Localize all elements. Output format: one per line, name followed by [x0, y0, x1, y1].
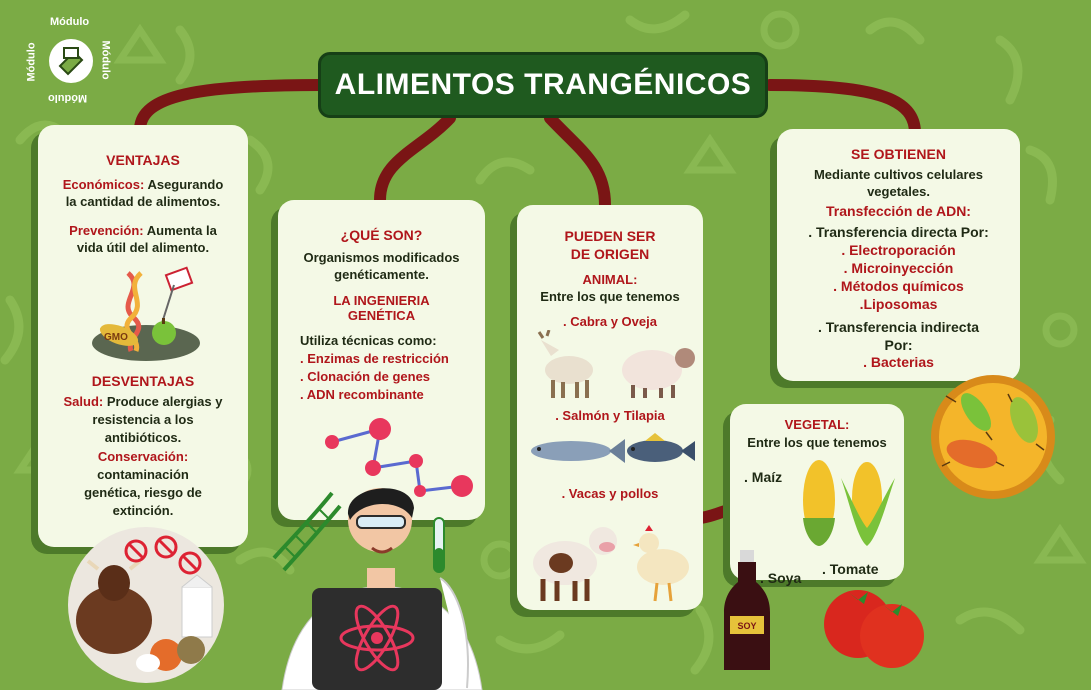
corn-icon: [803, 460, 895, 546]
egg-icon: [136, 654, 160, 672]
origen-heading: PUEDEN SER DE ORIGEN: [564, 228, 656, 262]
main-title: ALIMENTOS TRANGÉNICOS: [334, 68, 752, 101]
logo-text-bottom: Módulo: [48, 92, 88, 104]
logo-text-right: Módulo: [99, 40, 112, 80]
transfeccion-heading: Transfección de ADN:: [826, 203, 971, 219]
laptop-icon: [312, 588, 442, 690]
transferencia-directa: . Transferencia directa Por:: [808, 224, 989, 240]
desventajas-heading: DESVENTAJAS: [91, 373, 195, 389]
desventajas-salud: Salud: Produce alergias y resistencia a los antibióticos.: [63, 394, 223, 445]
vegetal-item-tomate: . Tomate: [822, 561, 879, 577]
animal-intro: Entre los que tenemos: [540, 289, 680, 304]
animal-group-cabra-oveja: . Cabra y Oveja: [563, 314, 657, 329]
dna-strand-icon: [274, 493, 340, 570]
que-son-card: [278, 200, 485, 520]
corn-illustration: [795, 458, 901, 548]
soy-label: SOY: [737, 621, 757, 631]
animal-group-salmon-tilapia: . Salmón y Tilapia: [555, 408, 665, 423]
ventajas-item-economicos: Económicos: Asegurando la cantidad de alimentos.: [62, 177, 224, 209]
vegetal-item-maiz: . Maíz: [744, 469, 783, 485]
obtienen-intro: Mediante cultivos celulares vegetales.: [813, 167, 984, 199]
directa-item: . Métodos químicos: [833, 278, 964, 294]
salmon-icon: [531, 439, 625, 463]
scientist-illustration: [262, 478, 502, 690]
milk-carton-icon: [182, 587, 212, 637]
chicken-icon: [633, 525, 689, 601]
tomato-illustration: [822, 582, 930, 672]
tomato-icon: [824, 590, 924, 668]
directa-item: . Electroporación: [841, 242, 956, 258]
main-title-box: [318, 52, 768, 118]
obtienen-card: [777, 129, 1020, 381]
gmo-label: GMO: [104, 332, 128, 343]
logo-text-top: Módulo: [50, 16, 90, 28]
vegetal-intro: Entre los que tenemos: [747, 435, 887, 450]
tilapia-icon: [627, 433, 695, 462]
technique-item: . Clonación de genes: [300, 369, 431, 384]
techniques-list: [300, 332, 449, 404]
logo-text-left: Módulo: [25, 42, 38, 82]
cow-chicken-illustration: [523, 513, 699, 603]
transferencia-indirecta: . Transferencia indirecta Por:: [817, 319, 980, 353]
vegetal-item-soya: . Soya: [760, 570, 802, 586]
techniques-intro: Utiliza técnicas como:: [300, 333, 437, 348]
soy-sauce-bottle: [722, 550, 772, 672]
goat-icon: [539, 330, 593, 398]
directa-item: .Liposomas: [859, 296, 938, 312]
directa-item: . Microinyección: [843, 260, 954, 276]
que-son-heading: ¿QUÉ SON?: [340, 227, 423, 243]
sheep-icon: [622, 348, 695, 398]
animal-group-vacas-pollos: . Vacas y pollos: [561, 486, 659, 501]
vegetal-heading: VEGETAL:: [784, 417, 850, 432]
cow-icon: [533, 527, 617, 601]
que-son-definition: Organismos modificados genéticamente.: [303, 250, 460, 282]
ventajas-card: [38, 125, 248, 547]
ingenieria-heading: LA INGENIERIA GENÉTICA: [333, 293, 430, 323]
indirecta-item: . Bacterias: [863, 354, 934, 370]
animal-heading: ANIMAL:: [582, 272, 638, 287]
fish-illustration: [525, 431, 697, 471]
ventajas-heading: VENTAJAS: [106, 152, 180, 168]
farm-products-illustration: [66, 525, 226, 685]
origen-card: [517, 205, 703, 610]
obtienen-heading: SE OBTIENEN: [851, 146, 946, 162]
technique-item: . Enzimas de restricción: [300, 351, 449, 366]
ventajas-item-prevencion: Prevención: Aumenta la vida útil del alimento.: [69, 223, 217, 255]
goat-sheep-illustration: [527, 330, 697, 400]
logo-badge: [25, 16, 114, 104]
technique-item: . ADN recombinante: [300, 387, 424, 402]
gmo-illustration: [86, 263, 206, 363]
desventajas-conservacion: Conservación: contaminación genética, riesgo de extinción.: [84, 449, 202, 518]
test-tube-icon: [434, 518, 444, 572]
bacteria-petri-illustration: [926, 372, 1060, 502]
